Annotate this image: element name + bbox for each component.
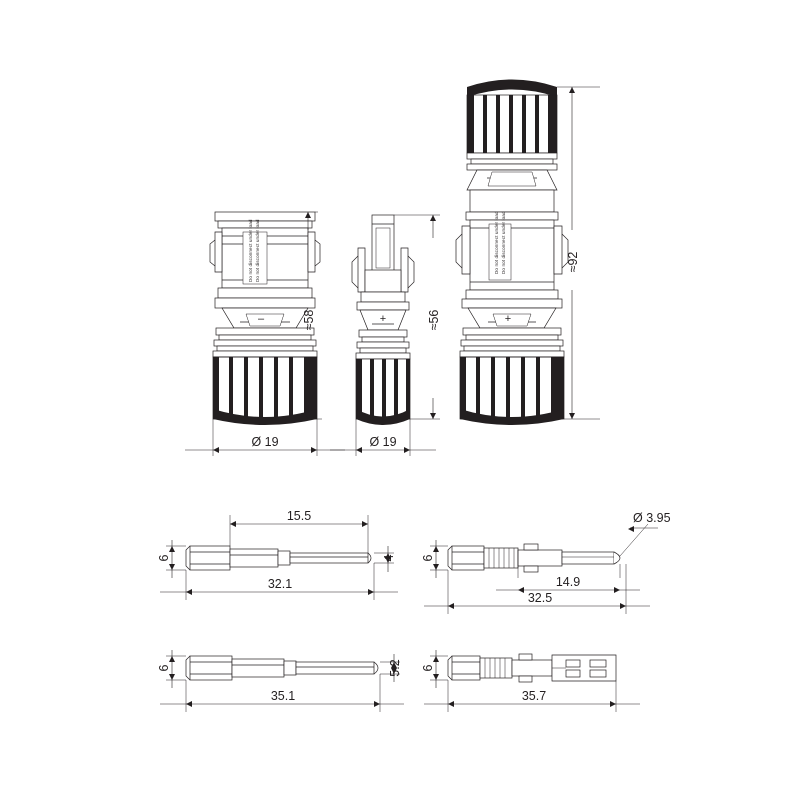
dim-label-male-length: ≈56 — [427, 309, 441, 331]
dim-label-crimp-length: 35.7 — [521, 689, 547, 703]
view-crimp-contact — [421, 650, 640, 712]
dim-label-socket-long-tip-dia: 5.2 — [388, 659, 402, 677]
view-socket-contact-long — [157, 650, 404, 712]
view-pin-contact — [421, 511, 671, 614]
dim-label-crimp-wire-dia: 6 — [421, 664, 435, 672]
warning-text-mated-line2: Do not disconnect under load — [501, 211, 506, 274]
warning-text-line1: Do not disconnect under load — [248, 219, 253, 282]
dim-label-female-length: ≈58 — [302, 309, 316, 331]
dim-pin-tip-dia — [620, 524, 658, 556]
cable-gland-mated-top — [467, 80, 557, 154]
cable-gland-mated-bottom — [460, 357, 564, 425]
dim-label-pin-tip-dia: Ø 3.95 — [633, 511, 671, 525]
dim-label-pin-front: 14.9 — [555, 575, 581, 589]
polarity-plus-mated: + — [504, 313, 512, 325]
warning-text-line2: Do not disconnect under load — [255, 219, 260, 282]
dim-label-socket-tip-dia: 4 — [382, 554, 396, 562]
dim-label-female-diameter: Ø 19 — [251, 435, 279, 449]
view-male-connector — [330, 215, 441, 456]
dim-label-pin-wire-dia: 6 — [421, 554, 435, 562]
warning-text-mated-line1: Do not disconnect under load — [494, 211, 499, 274]
cable-gland-male — [356, 359, 410, 425]
dim-label-socket-barrel: 15.5 — [286, 509, 312, 523]
dim-label-socket-length: 32.1 — [267, 577, 293, 591]
dim-label-socket-wire-dia: 6 — [157, 554, 171, 562]
polarity-minus-female: – — [257, 313, 265, 325]
view-socket-contact — [157, 509, 398, 600]
dim-label-socket-long-length: 35.1 — [270, 689, 296, 703]
view-mated-pair — [456, 80, 600, 426]
dim-label-mated-length: ≈92 — [566, 251, 580, 273]
polarity-plus-male: + — [379, 313, 387, 325]
dim-label-male-diameter: Ø 19 — [369, 435, 397, 449]
view-female-connector — [185, 212, 345, 456]
dim-label-socket-long-wire-dia: 6 — [157, 664, 171, 672]
dim-label-pin-length: 32.5 — [527, 591, 553, 605]
cable-gland-female — [213, 357, 317, 425]
